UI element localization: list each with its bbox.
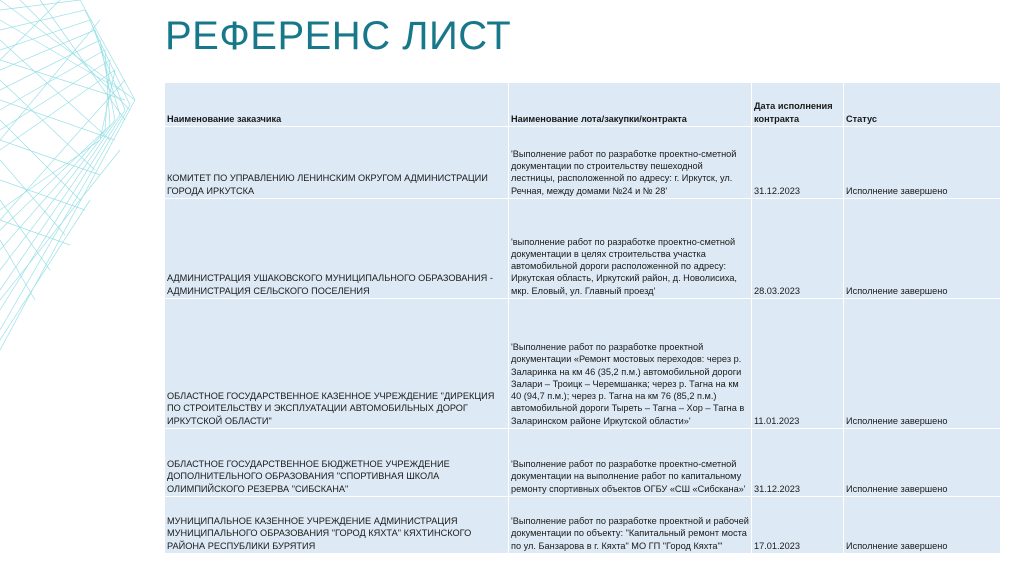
- date-cell: 31.12.2023: [752, 429, 844, 497]
- header-status: Статус: [844, 83, 1001, 127]
- table-row: [165, 429, 1001, 497]
- customer-cell: МУНИЦИПАЛЬНОЕ КАЗЕННОЕ УЧРЕЖДЕНИЕ АДМИНИСТРАЦИЯ МУНИЦИПАЛЬНОГО ОБРАЗОВАНИЯ "ГОРОД КЯХТА" КЯХТИНСКОГО РАЙОНА РЕСПУБЛИКИ БУРЯТИЯ: [165, 497, 509, 554]
- customer-cell: АДМИНИСТРАЦИЯ УШАКОВСКОГО МУНИЦИПАЛЬНОГО ОБРАЗОВАНИЯ - АДМИНИСТРАЦИЯ СЕЛЬСКОГО ПОСЕЛЕНИЯ: [165, 199, 509, 299]
- date-cell: 28.03.2023: [752, 199, 844, 299]
- status-cell: Исполнение завершено: [844, 199, 1001, 299]
- page-title: РЕФЕРЕНС ЛИСТ: [165, 14, 512, 58]
- reference-table: [164, 82, 1001, 554]
- status-cell: Исполнение завершено: [844, 429, 1001, 497]
- header-date: Дата исполнения контракта: [752, 83, 844, 127]
- status-cell: Исполнение завершено: [844, 127, 1001, 199]
- table-header-row: [165, 83, 1001, 127]
- lot-cell: 'Выполнение работ по разработке проектной документации «Ремонт мостовых переходов: через р. Заларинка на км 46 (35,2 п.м.) автомобильной дороги Залари – Троицк – Черемшанка; через р. Тагна на км 40 (94,7 п.м.); через р. Тагна на км 76 (85,2 п.м.) автомобильной дороги Тыреть – Тагна – Хор – Тагна в Заларинском районе Иркутской области»': [509, 299, 752, 429]
- lot-cell: 'Выполнение работ по разработке проектно-сметной документации по строительству пешеходной лестницы, расположенной по адресу: г. Иркутск, ул. Речная, между домами №24 и № 28': [509, 127, 752, 199]
- lot-cell: 'Выполнение работ по разработке проектной и рабочей документации по объекту: "Капитальный ремонт моста по ул. Банзарова в г. Кяхта" МО ГП "Город Кяхта"': [509, 497, 752, 554]
- date-cell: 17.01.2023: [752, 497, 844, 554]
- header-lot: Наименование лота/закупки/контракта: [509, 83, 752, 127]
- status-cell: Исполнение завершено: [844, 299, 1001, 429]
- table-row: [165, 299, 1001, 429]
- table-row: [165, 199, 1001, 299]
- date-cell: 11.01.2023: [752, 299, 844, 429]
- customer-cell: ОБЛАСТНОЕ ГОСУДАРСТВЕННОЕ КАЗЕННОЕ УЧРЕЖДЕНИЕ "ДИРЕКЦИЯ ПО СТРОИТЕЛЬСТВУ И ЭКСПЛУАТАЦИИ АВТОМОБИЛЬНЫХ ДОРОГ ИРКУТСКОЙ ОБЛАСТИ": [165, 299, 509, 429]
- table-row: [165, 127, 1001, 199]
- wireframe-decoration-icon: [0, 0, 140, 360]
- table-row: [165, 497, 1001, 554]
- lot-cell: 'Выполнение работ по разработке проектно-сметной документации на выполнение работ по капитальному ремонту спортивных объектов ОГБУ «СШ «Сибскана»': [509, 429, 752, 497]
- lot-cell: 'выполнение работ по разработке проектно-сметной документации в целях строительства участка автомобильной дороги расположенной по адресу: Иркутская область, Иркутский район, д. Новолисиха, мкр. Еловый, ул. Главный проезд': [509, 199, 752, 299]
- customer-cell: ОБЛАСТНОЕ ГОСУДАРСТВЕННОЕ БЮДЖЕТНОЕ УЧРЕЖДЕНИЕ ДОПОЛНИТЕЛЬНОГО ОБРАЗОВАНИЯ "СПОРТИВНАЯ ШКОЛА ОЛИМПИЙСКОГО РЕЗЕРВА "СИБСКАНА": [165, 429, 509, 497]
- date-cell: 31.12.2023: [752, 127, 844, 199]
- customer-cell: КОМИТЕТ ПО УПРАВЛЕНИЮ ЛЕНИНСКИМ ОКРУГОМ АДМИНИСТРАЦИИ ГОРОДА ИРКУТСКА: [165, 127, 509, 199]
- status-cell: Исполнение завершено: [844, 497, 1001, 554]
- header-customer: Наименование заказчика: [165, 83, 509, 127]
